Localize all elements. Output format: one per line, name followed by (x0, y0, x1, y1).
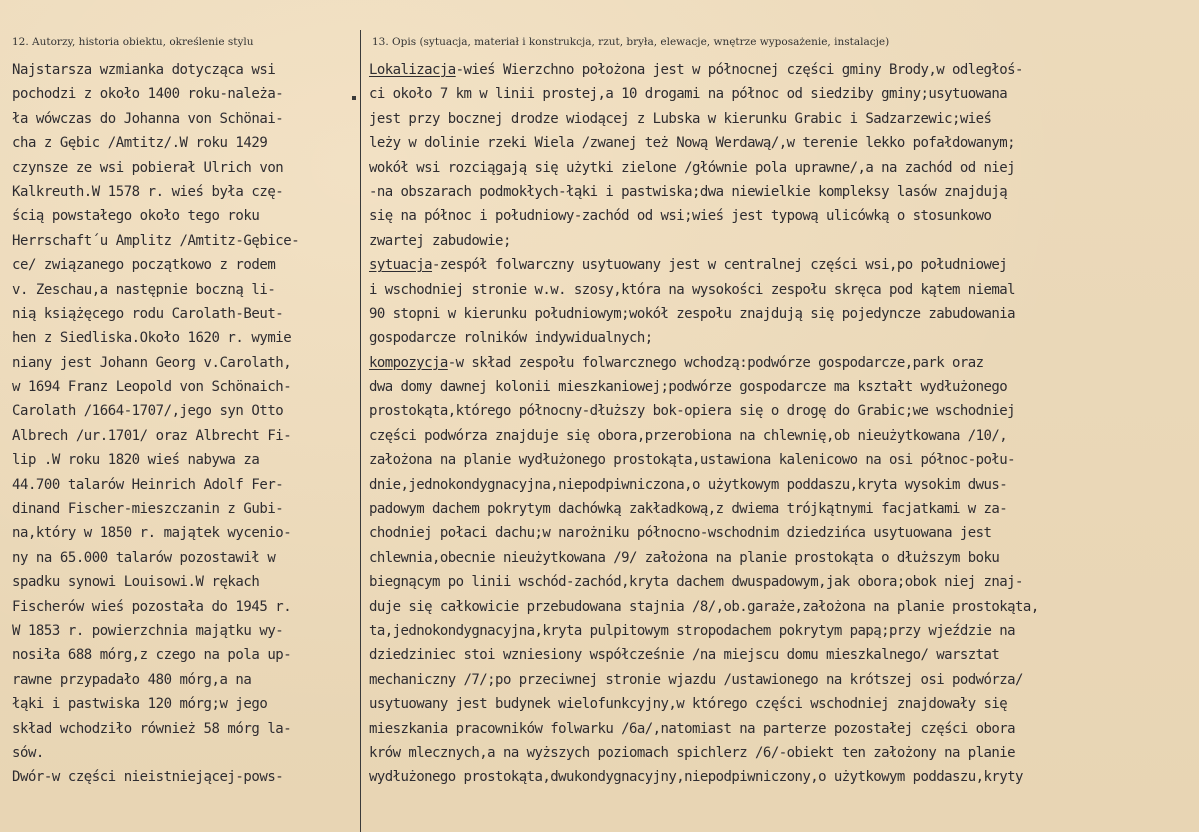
description-text-line (369, 765, 1197, 789)
column-divider (360, 30, 361, 832)
section-keyword: kompozycja (369, 354, 448, 371)
description-text: ci około 7 km w linii prostej,a 10 drogami na północ od siedziby gminy;usytuowana (369, 86, 1008, 103)
description-text: padowym dachem pokrytym dachówką zakładkową,z dwiema trójkątnymi facjatkami w za- (369, 501, 1008, 518)
description-text-line (369, 424, 1197, 448)
right-column-header: 13. Opis (sytuacja, materiał i konstrukcja, rzut, bryła, elewacje, wnętrze wyposażenie, instalacje) (372, 36, 890, 48)
history-text-line: pochodzi z około 1400 roku-należa- (12, 86, 284, 103)
history-text-line: spadku synowi Louisowi.W rękach (12, 574, 260, 591)
description-text-line (369, 497, 1197, 521)
description-text-line (369, 204, 1197, 228)
description-text-line (369, 180, 1197, 204)
description-text-line (369, 399, 1197, 423)
description-text: -zespół folwarczny usytuowany jest w centralnej części wsi,po południowej (432, 257, 1008, 274)
description-text: gospodarcze rolników indywidualnych; (369, 330, 653, 347)
history-text-line: v. Zeschau,a następnie boczną li- (12, 281, 276, 298)
description-text-line (369, 668, 1197, 692)
description-text-line (369, 473, 1197, 497)
description-text-line (369, 131, 1197, 155)
description-text: wokół wsi rozciągają się użytki zielone /głównie pola uprawne/,a na zachód od niej (369, 159, 1016, 176)
history-text-line: rawne przypadało 480 mórg,a na (12, 671, 252, 688)
description-text-line (369, 82, 1197, 106)
description-text: mechaniczny /7/;po przeciwnej stronie wjazdu /ustawionego na krótszej osi podwórza/ (369, 671, 1023, 688)
description-text-line (369, 570, 1197, 594)
description-text: prostokąta,którego północny-dłuższy bok-opiera się o drogę do Grabic;we wschodniej (369, 403, 1016, 420)
description-text: -wieś Wierzchno położona jest w północnej części gminy Brody,w odległoś- (455, 62, 1023, 78)
description-text-line (369, 448, 1197, 472)
description-text: chlewnia,obecnie nieużytkowana /9/ założona na planie prostokąta o dłuższym boku (369, 549, 1000, 566)
description-text-column (369, 58, 1197, 790)
history-text-line: sów. (12, 744, 44, 761)
description-text: jest przy bocznej drodze wiodącej z Lubska w kierunku Grabic i Sadzarzewic;wieś (369, 110, 992, 127)
description-text: dnie,jednokondygnacyjna,niepodpiwniczona,o użytkowym poddaszu,kryta wysokim dwus- (369, 476, 1008, 493)
description-text: -w skład zespołu folwarcznego wchodzą:podwórze gospodarcze,park oraz (447, 354, 984, 371)
history-text-line: 44.700 talarów Heinrich Adolf Fer- (12, 476, 284, 493)
history-text-line: Fischerów wieś pozostała do 1945 r. (12, 598, 292, 615)
description-text-line (369, 619, 1197, 643)
history-text-line: ce/ związanego początkowo z rodem (12, 257, 276, 274)
description-text: dwa domy dawnej kolonii mieszkaniowej;podwórze gospodarcze ma kształt wydłużonego (369, 379, 1008, 396)
section-keyword: Lokalizacja (369, 62, 456, 78)
description-text-line (369, 302, 1197, 326)
description-text-line (369, 692, 1197, 716)
history-text-line: Kalkreuth.W 1578 r. wieś była czę- (12, 183, 284, 200)
description-text: założona na planie wydłużonego prostokąta,ustawiona kalenicowo na osi północ-połu- (369, 452, 1016, 469)
description-text: duje się całkowicie przebudowana stajnia /8/,ob.garaże,założona na planie prostokąta, (369, 598, 1039, 615)
history-text-line: Herrschaft´u Amplitz /Amtitz-Gębice- (12, 232, 300, 249)
description-text-line (369, 717, 1197, 741)
description-text-line (369, 107, 1197, 131)
history-text-line: dinand Fischer-mieszczanin z Gubi- (12, 501, 284, 518)
description-text-line (369, 58, 1197, 82)
description-text-line (369, 229, 1197, 253)
history-text-line: skład wchodziło również 58 mórg la- (12, 720, 292, 737)
description-text: usytuowany jest budynek wielofunkcyjny,w którego części wschodniej znajdowały się (369, 696, 1008, 713)
description-text-line (369, 278, 1197, 302)
history-text-line: ny na 65.000 talarów pozostawił w (12, 549, 276, 566)
description-text-line (369, 741, 1197, 765)
description-text-line (369, 643, 1197, 667)
history-text-line: Najstarsza wzmianka dotycząca wsi (12, 62, 276, 78)
description-text-line (369, 156, 1197, 180)
left-column-header: 12. Autorzy, historia obiektu, określenie stylu (12, 36, 254, 48)
history-text-line: ścią powstałego około tego roku (12, 208, 260, 225)
description-text: krów mlecznych,a na wyższych poziomach spichlerz /6/-obiekt ten założony na planie (369, 744, 1016, 761)
description-text: ta,jednokondygnacyjna,kryta pulpitowym stropodachem pokrytym papą;przy wjeździe na (369, 622, 1016, 639)
history-text-line: Dwór-w części nieistniejącej-pows- (12, 769, 284, 786)
description-text-line (369, 521, 1197, 545)
history-text-line: cha z Gębic /Amtitz/.W roku 1429 (12, 135, 268, 152)
history-text-line: czynsze ze wsi pobierał Ulrich von (12, 159, 284, 176)
history-text-line: ła wówczas do Johanna von Schönai- (12, 110, 284, 127)
history-text-line: lip .W roku 1820 wieś nabywa za (12, 452, 260, 469)
description-text-line (369, 351, 1197, 375)
description-text: wydłużonego prostokąta,dwukondygnacyjny,niepodpiwniczony,o użytkowym poddaszu,kryty (369, 769, 1023, 786)
history-text-column (12, 58, 357, 790)
description-text: 90 stopni w kierunku południowym;wokół zespołu znajdują się pojedyncze zabudowania (369, 305, 1016, 322)
history-text-line: W 1853 r. powierzchnia majątku wy- (12, 622, 284, 639)
description-text: leży w dolinie rzeki Wiela /zwanej też Nową Werdawą/,w terenie lekko pofałdowanym; (369, 135, 1016, 152)
description-text-line (369, 375, 1197, 399)
history-text-line: nią książęcego rodu Carolath-Beut- (12, 305, 284, 322)
description-text-line (369, 546, 1197, 570)
history-text-line: na,który w 1850 r. majątek wyceniо- (12, 525, 292, 542)
description-text: części podwórza znajduje się obora,przerobiona na chlewnię,ob nieużytkowana /10/, (369, 427, 1008, 444)
history-text-line: w 1694 Franz Leopold von Schönaich- (12, 379, 292, 396)
history-text-line: hen z Siedliska.Około 1620 r. wymie (12, 330, 292, 347)
description-text: mieszkania pracowników folwarku /6a/,natomiast na parterze pozostałej części obora (369, 720, 1016, 737)
history-text-line: nosiła 688 mórg,z czego na pola up- (12, 647, 292, 664)
description-text-line (369, 595, 1197, 619)
description-text: zwartej zabudowie; (369, 232, 511, 249)
history-text-line: łąki i pastwiska 120 mórg;w jego (12, 696, 268, 713)
history-text-line: niany jest Johann Georg v.Carolath, (12, 354, 292, 371)
section-keyword: sytuacja (369, 257, 433, 274)
history-text-line: Albrech /ur.1701/ oraz Albrecht Fi- (12, 427, 292, 444)
description-text: -na obszarach podmokłych-łąki i pastwiska;dwa niewielkie kompleksy lasów znajdują (369, 183, 1008, 200)
description-text: chodniej połaci dachu;w narożniku północno-wschodnim dziedzińca usytuowana jest (369, 525, 992, 542)
description-text: się na północ i południowy-zachód od wsi;wieś jest typową ulicówką o stosunkowo (369, 208, 992, 225)
description-text: dziedziniec stoi wzniesiony współcześnie /na miejscu domu mieszkalnego/ warsztat (369, 647, 1000, 664)
description-text-line (369, 326, 1197, 350)
history-text-line: Carolath /1664-1707/,jego syn Otto (12, 403, 284, 420)
description-text: i wschodniej stronie w.w. szosy,która na wysokości zespołu skręca pod kątem niemal (369, 281, 1016, 298)
description-text: biegnącym po linii wschód-zachód,kryta dachem dwuspadowym,jak obora;obok niej znaj- (369, 574, 1023, 591)
description-text-line (369, 253, 1197, 277)
